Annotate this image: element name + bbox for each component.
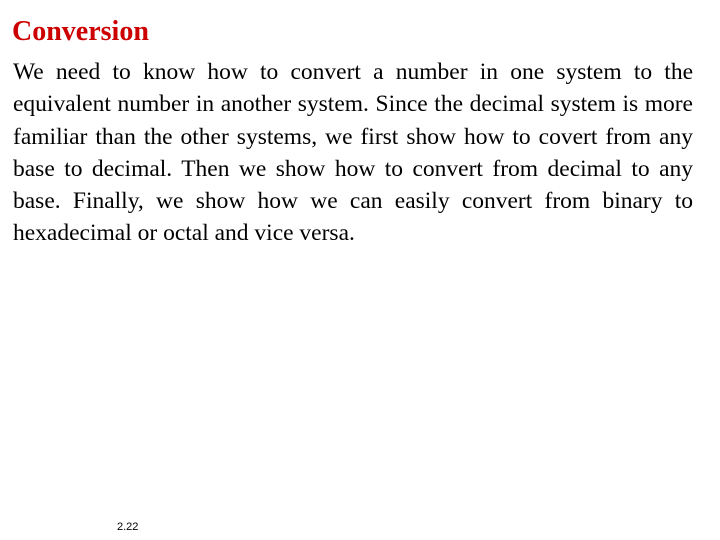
slide-title: Conversion bbox=[12, 16, 149, 47]
slide-body-text: We need to know how to convert a number in one system to the equivalent number in another system. Since the decimal system is more familiar than the other systems, we first show how to covert from any base to decimal. Then we show how to convert from decimal to any base. Finally, we show how we can easily convert from binary to hexadecimal or octal and vice versa. bbox=[13, 59, 693, 247]
page-number: 2.22 bbox=[117, 521, 139, 533]
